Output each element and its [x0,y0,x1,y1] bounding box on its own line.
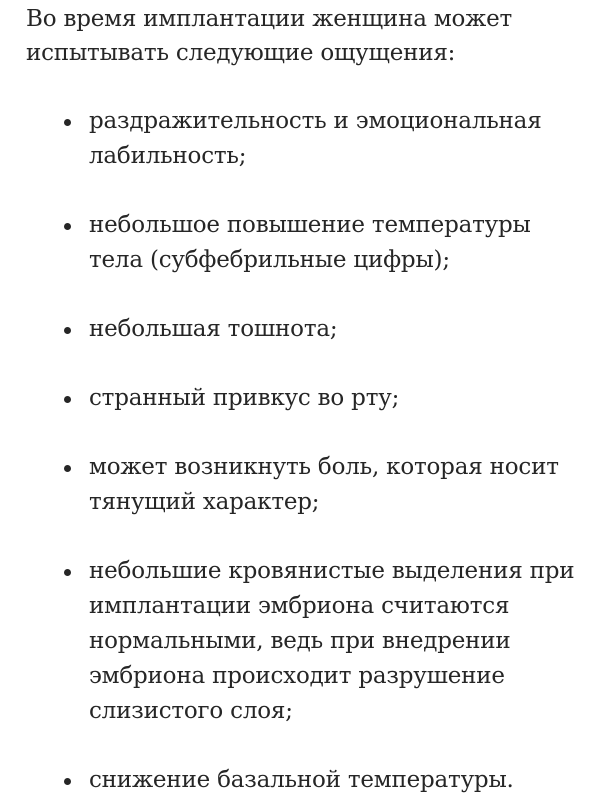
list-item [89,554,579,729]
bullet-icon [64,396,71,403]
list-item-text: небольшое повышение температуры тела (субфебрильные цифры); [89,212,531,273]
symptoms-list [26,104,600,798]
list-item [89,312,579,347]
list-item [89,450,579,520]
list-item [89,381,579,416]
bullet-icon [64,778,71,785]
list-item-text: небольшие кровянистые выделения при имплантации эмбриона считаются нормальными, ведь при внедрении эмбриона происходит разрушение слизистого слоя; [89,558,575,724]
intro-paragraph: Во время имплантации женщина может испытывать следующие ощущения: [26,6,513,66]
bullet-icon [64,119,71,126]
list-item-text: раздражительность и эмоциональная лабильность; [89,108,542,169]
list-item [89,104,579,174]
bullet-icon [64,327,71,334]
list-item-text: странный привкус во рту; [89,385,400,411]
list-item-text: небольшая тошнота; [89,316,338,342]
bullet-icon [64,465,71,472]
bullet-icon [64,223,71,230]
list-item [89,208,579,278]
list-item [89,763,579,798]
bullet-icon [64,569,71,576]
list-item-text: может возникнуть боль, которая носит тянущий характер; [89,454,559,515]
list-item-text: снижение базальной температуры. [89,767,514,793]
